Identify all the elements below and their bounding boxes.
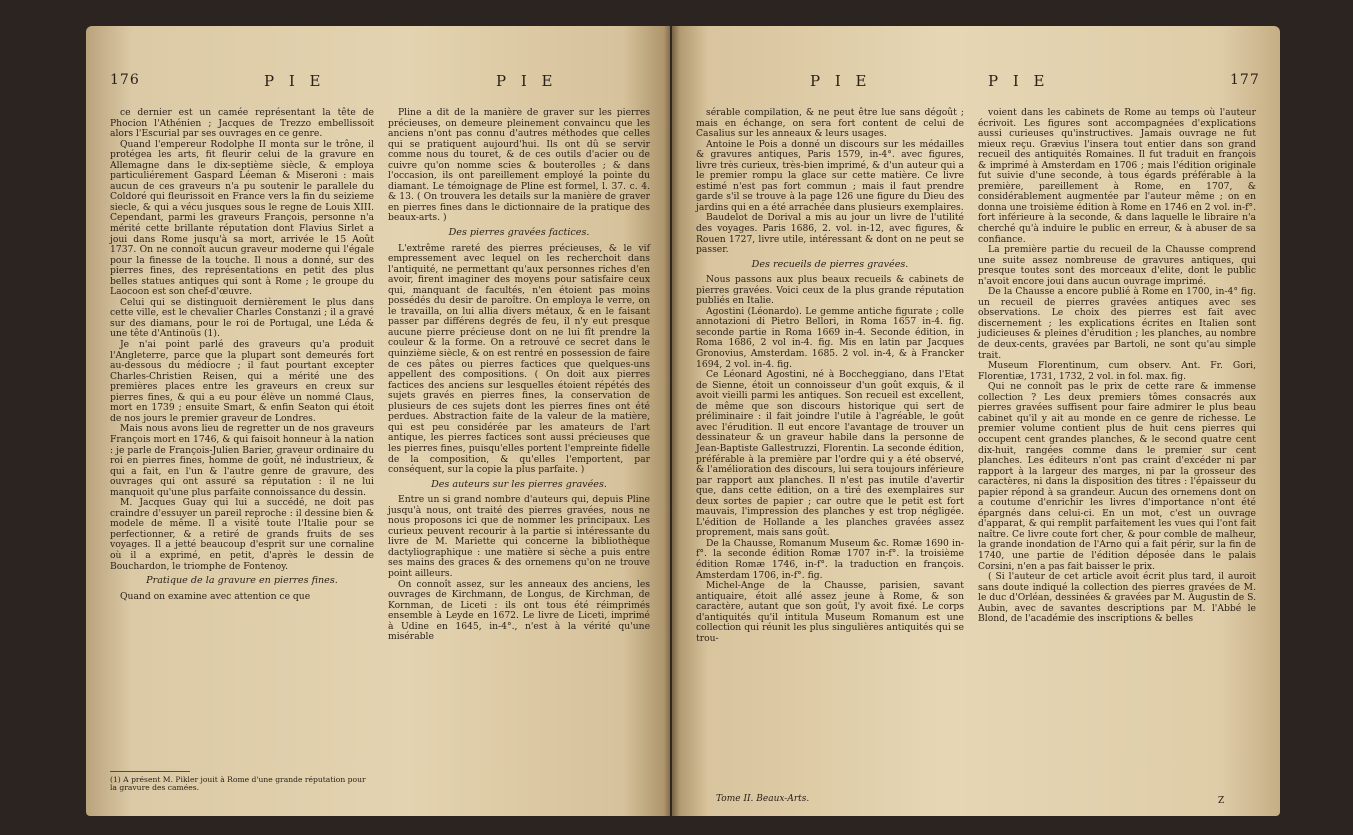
paragraph: Baudelot de Dorival a mis au jour un livre de l'utilité des voyages. Paris 1686, 2. vol. in-12, avec figures, & Rouen 1727, livre utile, intéressant & dont on ne peut se passer. bbox=[696, 212, 964, 256]
paragraph: ( Si l'auteur de cet article avoit écrit plus tard, il auroit sans doute indiqué la collection des pierres gravées de M. le duc d'Orléan, dessinées & gravées par M. Augustin de S. Aubin, avec de savantes descriptions par M. l'Abbé le Blond, de l'académie des inscriptions & belles bbox=[978, 571, 1256, 625]
left-column-2 bbox=[388, 108, 650, 643]
paragraph: Pline a dit de la manière de graver sur les pierres précieuses, on demeure pleinement convaincu que les anciens n'ont pas connu d'autres méthodes que celles qui se pratiquent aujourd'hui. Ils ont dû se servir comme nous du touret, & de ces outils d'acier ou de cuivre qu'on nomme scies & bouterolles ; & dans l'occasion, ils ont pareillement employé la pointe du diamant. Le témoignage de Pline est formel, l. 37. c. 4. & 13. ( On trouvera les details sur la manière de graver en pierres fines dans le dictionnaire de la pratique des beaux-arts. ) bbox=[388, 107, 650, 224]
left-column-1 bbox=[110, 108, 374, 602]
left-page-number: 176 bbox=[110, 72, 140, 88]
right-running-head-2: P I E bbox=[988, 72, 1050, 90]
footnote-rule bbox=[110, 771, 190, 772]
paragraph: Antoine le Pois a donné un discours sur les médailles & gravures antiques, Paris 1579, in-4°. avec figures, livre très curieux, très-bien imprimé, & d'un auteur qui a le premier rompu la glace sur cette matière. Ce livre estimé n'est pas fort commun ; mais il faut prendre garde s'il se trouve à la page 126 une figure du Dieu des jardins qui en a été arrachée dans plusieurs exemplaires. bbox=[696, 138, 964, 213]
paragraph: Qui ne connoît pas le prix de cette rare & immense collection ? Les deux premiers tômes consacrés aux pierres gravées suffisent pour faire admirer le plus beau cabinet qu'il y ait au monde en ce genre de richesse. Le premier volume contient plus de huit cens pierres qui occupent cent grandes planches, & le second quatre cent dix-huit, rangées comme dans le premier sur cent planches. Les éditeurs n'ont pas craint d'excéder ni par rapport à la largeur des marges, ni par la grosseur des caractères, ni dans la disposition des titres : l'épaisseur du papier répond à sa grandeur. Aucun des ornemens dont on a coutume d'enrichir les livres d'importance n'ont été épargnés dans celui-ci. En un mot, c'est un ouvrage d'apparat, & qui remplit parfaitement les vues qui l'ont fait naître. Ce livre coute fort cher, & pour comble de malheur, la grande inondation de l'Arno qui a fait périr, sur la fin de 1740, une partie de l'édition déposée dans le palais Corsini, n'en a pas fait baisser le prix. bbox=[978, 381, 1256, 572]
paragraph: On connoît assez, sur les anneaux des anciens, les ouvrages de Kirchmann, de Longus, de Kirchman, de Kornman, de Liceti : ils ont tous été réimprimés ensemble à Leyde en 1672. Le livre de Liceti, imprimé à Udine en 1645, in-4°., n'est à la vérité qu'une misérable bbox=[388, 578, 650, 643]
right-column-2 bbox=[978, 108, 1256, 625]
paragraph: L'extrême rareté des pierres précieuses, & le vif empressement avec lequel on les recherchoit dans l'antiquité, ne permettant qu'aux personnes riches d'en avoir, firent imaginer des moyens pour satisfaire ceux qui, manquant de facultés, n'en étoient pas moins possédés du desir de paroître. On employa le verre, on le travailla, on lui allia divers métaux, & en le faisant passer par différens degrés de feu, il n'y eut presque aucune pierre précieuse dont on ne lui fît prendre la couleur & la forme. On a retrouvé ce secret dans le quinzième siècle, & on est rentré en possession de faire de ces pâtes ou pierres factices que quelques-uns appellent des compositions. ( On doit aux pierres factices des anciens sur lesquelles étoient répétés des sujets gravés en pierres fines, la conservation de plusieurs de ces sujets dont les pierres fines ont été perdues. Abstraction faite de la valeur de la matière, qui est peu considérée par les amateurs de l'art antique, les pierres factices sont aussi précieuses que les pierres fines, puisqu'elles portent l'empreinte fidelle de la composition, & qu'elles l'emportent, par conséquent, sur la copie la plus parfaite. ) bbox=[388, 242, 650, 476]
catchword: Z bbox=[1218, 796, 1225, 806]
left-running-head-2: P I E bbox=[496, 72, 558, 90]
paragraph: sérable compilation, & ne peut être lue sans dégoût ; mais en échange, on sera fort content de celui de Casalius sur les anneaux & leurs usages. bbox=[696, 107, 964, 140]
paragraph: Michel-Ange de la Chausse, parisien, savant antiquaire, étoit allé assez jeune à Rome, & son caractère, autant que son goût, l'y avoit fixé. Le corps d'antiquités qu'il intitula Museum Romanum est une collection qui réunit les plus singulières antiquités qui se trou- bbox=[696, 580, 964, 644]
paragraph: Quand on examine avec attention ce que bbox=[120, 590, 311, 602]
paragraph: De la Chausse a encore publié à Rome en 1700, in-4° fig. un recueil de pierres gravées antiques avec ses observations. Le choix des pierres est fait avec discernement ; les explications écrites en Italien sont judicieuses & pleines d'érudition ; les planches, au nombre de deux-cents, gravées par Bartoli, ne sont qu'au simple trait. bbox=[978, 286, 1256, 361]
right-running-head-1: P I E bbox=[810, 72, 872, 90]
paragraph: Agostini (Léonardo). Le gemme antiche figurate ; colle annotazioni di Pietro Bellori, in Roma 1657 in-4. fig. seconde partie in Roma 1669 in-4. Seconde édition, in Roma 1686, 2 vol in-4. fig. Mis en latin par Jacques Gronovius, Amsterdam. 1685. 2 vol. in-4, & à Francker 1694, 2 vol. in-4. fig. bbox=[696, 305, 964, 370]
paragraph: Museum Florentinum, cum observ. Ant. Fr. Gori, Florentiæ, 1731, 1732, 2 vol. in fol. max. fig. bbox=[978, 360, 1256, 382]
paragraph: Mais nous avons lieu de regretter un de nos graveurs François mort en 1746, & qui faisoit honneur à la nation : je parle de François-Julien Barier, graveur ordinaire du roi en pierres fines, homme de goût, né industrieux, & qui a fait, en l'un & l'autre genre de gravure, des ouvrages qui ont assuré sa réputation : il ne lui manquoit qu'une plus parfaite connoissance du dessin. bbox=[110, 423, 374, 498]
left-running-head-1: P I E bbox=[264, 72, 326, 90]
paragraph: Nous passons aux plus beaux recueils & cabinets de pierres gravées. Voici ceux de la plus grande réputation publiés en Italie. bbox=[696, 274, 964, 307]
signature-mark: Tome II. Beaux-Arts. bbox=[716, 794, 810, 804]
paragraph: ce dernier est un camée représentant la tête de Phocion l'Athénien ; Jacques de Trezzo embellissoit alors l'Escurial par ses ouvrages en ce genre. bbox=[110, 107, 374, 140]
paragraph: voient dans les cabinets de Rome au temps où l'auteur écrivoit. Les figures sont accompagnées d'explications aussi curieuses qu'instructives. Jamais ouvrage ne fut mieux reçu. Grævius l'insera tout entier dans son grand recueil des antiquités Romaines. Il fut traduit en françois & imprimé à Amsterdam en 1706 ; mais l'édition originale fut suivie d'une seconde, à tous égards préférable à la première, pareillement à Rome, en 1707, & considérablement augmentée par l'auteur même ; on en donna une troisième édition à Rome en 1746 en 2 vol. in-f°. fort inférieure à la seconde, & dans laquelle le libraire n'a cherché qu'à induire le public en erreur, & à abuser de sa confiance. bbox=[978, 107, 1256, 245]
section-heading: Des pierres gravées factices. bbox=[448, 227, 590, 239]
right-page-number: 177 bbox=[1230, 72, 1260, 88]
book-gutter bbox=[664, 26, 680, 816]
left-page bbox=[86, 26, 670, 816]
footnote: (1) A présent M. Pikler jouit à Rome d'une grande réputation pour la gravure des camées. bbox=[110, 775, 366, 793]
paragraph: Celui qui se distinguoit dernièrement le plus dans cette ville, est le chevalier Charles Constanzi ; il a gravé sur des diamans, pour le roi de Portugal, une Léda & une tête d'Antinoüs (1). bbox=[110, 296, 374, 340]
paragraph: Quand l'empereur Rodolphe II monta sur le trône, il protégea les arts, fit fleurir celui de la gravure en Allemagne dans le dix-septième siècle, & employa particuliérement Gaspard Léeman & Miseroni : mais aucun de ces graveurs n'a pu soutenir le parallele du Coldoré qui fleurissoit en France vers la fin du seizieme siecle, & qui a vécu jusques sous le regne de Louis XIII. Cependant, parmi les graveurs François, personne n'a mérité cette brillante réputation dont Flavius Sirlet a joui dans Rome jusqu'à sa mort, arrivée le 15 Août 1737. On ne connoît aucun graveur moderne qui l'égale pour la finesse de la touche. Il nous a donné, sur des pierres fines, des représentations en petit des plus belles statues antiques qui sont à Rome ; le groupe du Laocoon est son chef-d'œuvre. bbox=[110, 138, 374, 298]
section-heading: Des auteurs sur les pierres gravées. bbox=[431, 478, 607, 490]
paragraph: Ce Léonard Agostini, né à Boccheggiano, dans l'Etat de Sienne, étoit un connoisseur d'un goût exquis, & il avoit vieilli parmi les antiques. Son recueil est excellent, de même que son discours historique qui sert de préliminaire : il fait joindre l'utile à l'agréable, le goût avec l'érudition. Il eut encore l'avantage de trouver un dessinateur & un graveur habile dans la personne de Jean-Baptiste Gallestruzzi, Florentin. La seconde édition, préférable à la première par l'ordre qui y a été observé, & l'amélioration des discours, lui sera toujours inférieure par rapport aux planches. Il n'est pas inutile d'avertir que, dans cette édition, on a tiré des exemplaires sur deux sortes de papier ; car outre que le petit est fort mauvais, l'impression des planches y est trop négligée. L'édition de Hollande a les planches gravées assez proprement, mais sans goût. bbox=[696, 369, 964, 539]
paragraph: M. Jacques Guay qui lui a succédé, ne doit pas craindre d'essuyer un pareil reproche : il dessine bien & modele de même. Il a visité toute l'Italie pour se perfectionner, & a retiré de grands fruits de ses voyages. Il a jetté beaucoup d'esprit sur une cornaline où il a exprimé, en petit, d'après le dessin de Bouchardon, le triomphe de Fontenoy. bbox=[110, 497, 374, 572]
paragraph: Entre un si grand nombre d'auteurs qui, depuis Pline jusqu'à nous, ont traité des pierres gravées, nous ne nous proposons ici que de nommer les principaux. Les curieux peuvent recourir à la partie si intéressante du livre de M. Mariette qui concerne la bibliothèque dactyliographique : une matière si sèche a puis entre ses mains des graces & des ornemens qu'on ne trouve point ailleurs. bbox=[388, 494, 650, 579]
section-heading: Pratique de la gravure en pierres fines. bbox=[146, 575, 338, 587]
paragraph: De la Chausse, Romanum Museum &c. Romæ 1690 in-f°. la seconde édition Romæ 1707 in-f°. la troisième édition Romæ 1746, in-f°. la traduction en françois. Amsterdam 1706, in-f°. fig. bbox=[696, 537, 964, 581]
section-heading: Des recueils de pierres gravées. bbox=[751, 258, 909, 270]
paragraph: Je n'ai point parlé des graveurs qu'a produit l'Angleterre, parce que la plupart sont demeurés fort au-dessous du médiocre ; il faut pourtant excepter Charles-Christien Reisen, qui a mérité une des premières places entre les graveurs en creux sur pierres fines, & qui a eu pour élève un nommé Claus, mort en 1739 ; ensuite Smart, & enfin Seaton qui étoit de nos jours le premier graveur de Londres. bbox=[110, 339, 374, 424]
right-page bbox=[672, 26, 1280, 816]
right-column-1 bbox=[696, 108, 964, 644]
paragraph: La première partie du recueil de la Chausse comprend une suite assez nombreuse de gravures antiques, qui presque toutes sont des morceaux d'elite, dont le public n'avoit encore joui dans aucun ouvrage imprimé. bbox=[978, 244, 1256, 287]
